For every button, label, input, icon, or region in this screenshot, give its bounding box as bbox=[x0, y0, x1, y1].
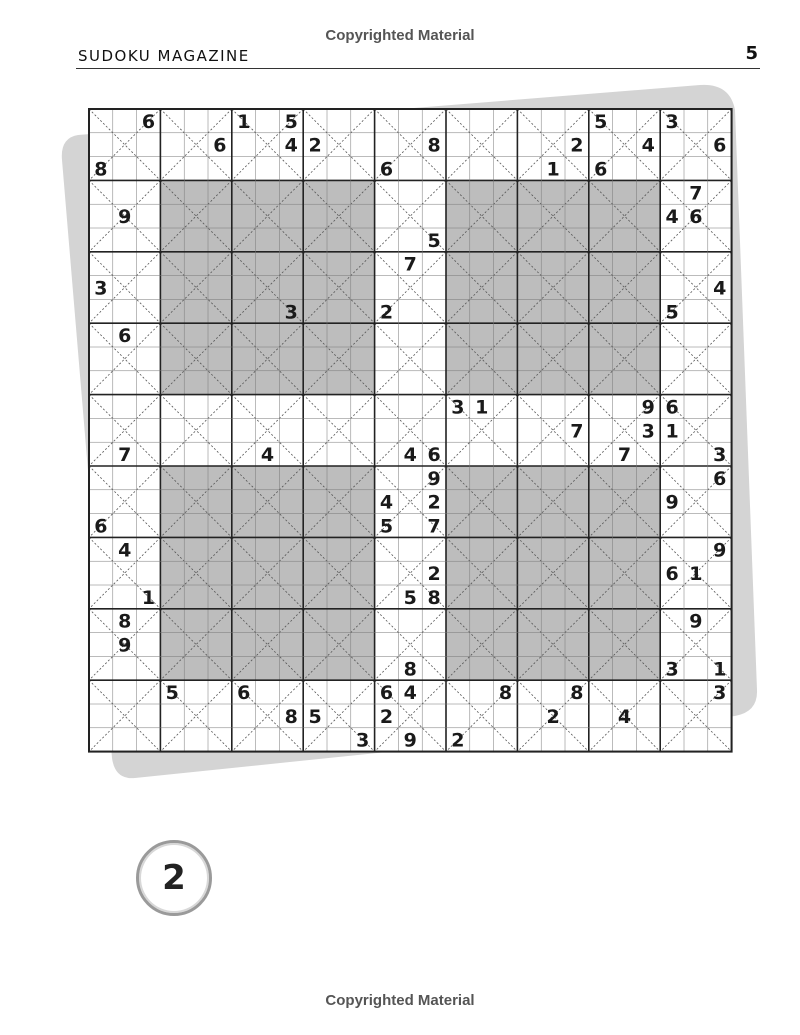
given-digit: 6 bbox=[118, 325, 132, 348]
given-digit: 4 bbox=[617, 705, 632, 728]
given-digit: 2 bbox=[427, 563, 441, 586]
given-digit: 2 bbox=[570, 134, 584, 157]
given-digit: 6 bbox=[713, 467, 727, 490]
given-digit: 4 bbox=[118, 539, 132, 562]
given-digit: 8 bbox=[427, 586, 441, 609]
given-digit: 1 bbox=[689, 563, 703, 586]
puzzle-number: 2 bbox=[162, 858, 186, 898]
magazine-title: SUDOKU MAGAZINE bbox=[78, 47, 250, 65]
given-digit: 2 bbox=[379, 301, 394, 324]
given-digit: 3 bbox=[641, 420, 655, 443]
given-digit: 4 bbox=[403, 682, 417, 705]
given-digit: 6 bbox=[594, 158, 608, 181]
given-digit: 1 bbox=[475, 396, 489, 419]
given-digit: 7 bbox=[427, 515, 441, 538]
given-digit: 3 bbox=[713, 444, 727, 467]
given-digit: 7 bbox=[118, 444, 132, 467]
given-digit: 7 bbox=[617, 444, 632, 467]
given-digit: 3 bbox=[713, 682, 727, 705]
given-digit: 4 bbox=[284, 134, 298, 157]
given-digit: 4 bbox=[403, 444, 417, 467]
given-digit: 6 bbox=[213, 134, 227, 157]
given-digit: 2 bbox=[546, 705, 560, 728]
given-digit: 5 bbox=[665, 301, 679, 324]
given-digit: 3 bbox=[451, 396, 465, 419]
puzzle-number-badge bbox=[136, 840, 212, 916]
given-digit: 5 bbox=[284, 110, 298, 133]
given-digit: 5 bbox=[379, 515, 394, 538]
given-digit: 8 bbox=[118, 610, 132, 633]
given-digit: 3 bbox=[94, 277, 108, 300]
given-digit: 9 bbox=[118, 634, 132, 657]
given-digit: 6 bbox=[141, 110, 156, 133]
given-digit: 5 bbox=[308, 705, 322, 728]
given-digit: 6 bbox=[689, 206, 703, 229]
given-digit: 8 bbox=[498, 682, 513, 705]
given-digit: 5 bbox=[165, 682, 179, 705]
given-digit: 3 bbox=[284, 301, 298, 324]
given-digit: 2 bbox=[427, 491, 441, 514]
given-digit: 6 bbox=[665, 563, 679, 586]
given-digit: 2 bbox=[308, 134, 322, 157]
given-digit: 7 bbox=[689, 182, 703, 205]
given-digit: 1 bbox=[141, 586, 156, 609]
given-digit: 4 bbox=[665, 206, 679, 229]
given-digit: 8 bbox=[403, 658, 417, 681]
copyright-notice-top: Copyrighted Material bbox=[325, 27, 475, 44]
given-digit: 9 bbox=[665, 491, 679, 514]
given-digit: 5 bbox=[403, 586, 417, 609]
given-digit: 4 bbox=[713, 277, 727, 300]
given-digit: 6 bbox=[427, 444, 441, 467]
given-digit: 7 bbox=[403, 253, 417, 276]
given-digit: 6 bbox=[379, 682, 394, 705]
given-digit: 9 bbox=[641, 396, 655, 419]
given-digit: 7 bbox=[570, 420, 584, 443]
given-digit: 1 bbox=[546, 158, 560, 181]
given-digit: 2 bbox=[451, 729, 465, 752]
given-digit: 4 bbox=[379, 491, 394, 514]
given-digit: 3 bbox=[665, 110, 679, 133]
given-digit: 3 bbox=[665, 658, 679, 681]
given-digit: 5 bbox=[594, 110, 608, 133]
given-digit: 8 bbox=[284, 705, 298, 728]
given-digit: 4 bbox=[260, 444, 275, 467]
given-digit: 6 bbox=[713, 134, 727, 157]
given-digit: 9 bbox=[403, 729, 417, 752]
given-digit: 8 bbox=[427, 134, 441, 157]
given-digit: 6 bbox=[94, 515, 108, 538]
given-digit: 8 bbox=[570, 682, 584, 705]
given-digit: 9 bbox=[689, 610, 703, 633]
given-digit: 6 bbox=[237, 682, 251, 705]
page-number: 5 bbox=[745, 43, 758, 64]
given-digit: 1 bbox=[665, 420, 679, 443]
given-digit: 1 bbox=[713, 658, 727, 681]
given-digit: 1 bbox=[237, 110, 251, 133]
given-digit: 3 bbox=[356, 729, 370, 752]
given-digit: 9 bbox=[118, 206, 132, 229]
given-digit: 5 bbox=[427, 229, 441, 252]
given-digit: 4 bbox=[641, 134, 655, 157]
given-digit: 9 bbox=[427, 467, 441, 490]
given-digit: 6 bbox=[379, 158, 394, 181]
copyright-notice-bottom: Copyrighted Material bbox=[325, 992, 475, 1009]
given-digit: 8 bbox=[94, 158, 108, 181]
given-digit: 9 bbox=[713, 539, 727, 562]
given-digit: 2 bbox=[379, 705, 394, 728]
given-digit: 6 bbox=[665, 396, 679, 419]
